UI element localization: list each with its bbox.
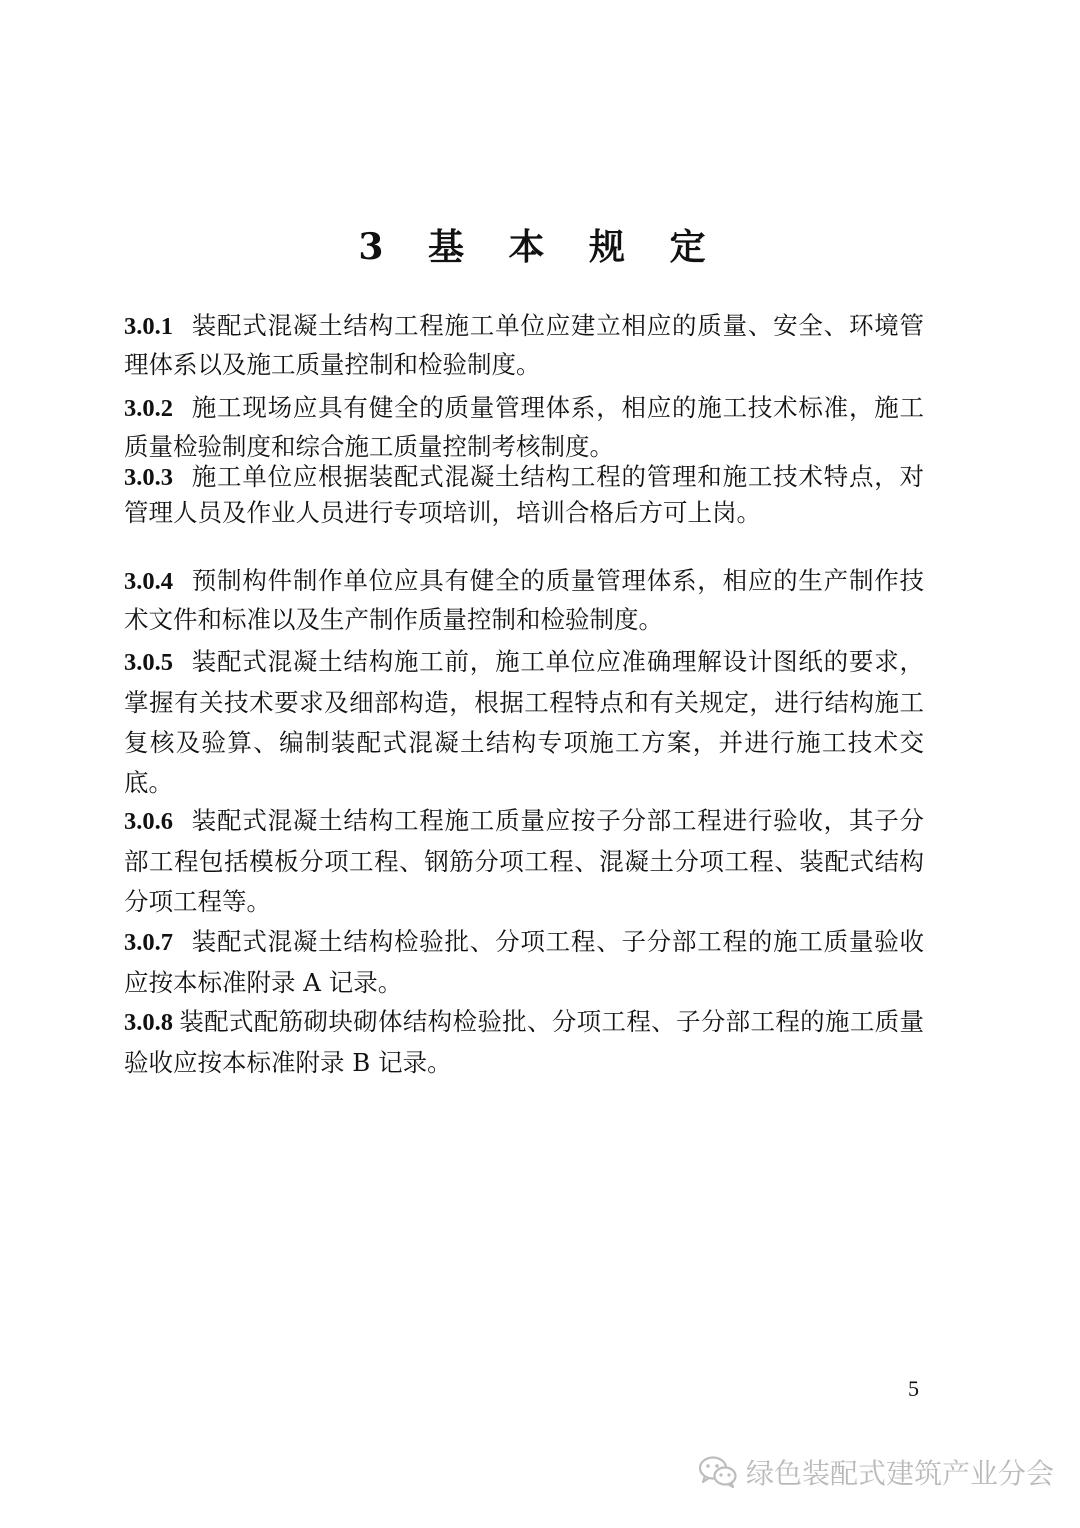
clause-text: 施工单位应根据装配式混凝土结构工程的管理和施工技术特点，对管理人员及作业人员进行专项培训，培训合格后方可上岗。 — [124, 462, 924, 527]
clause-number: 3.0.7 — [124, 929, 173, 956]
clause-3-0-1 — [124, 307, 924, 383]
clause-number: 3.0.2 — [124, 395, 173, 422]
clause-3-0-2 — [124, 389, 924, 465]
wechat-icon — [698, 1455, 738, 1489]
clause-number: 3.0.4 — [124, 568, 173, 595]
clause-3-0-6 — [124, 801, 924, 922]
page-title: 3 基 本 规 定 — [358, 226, 722, 268]
clause-number: 3.0.3 — [124, 464, 173, 491]
clause-text: 装配式配筋砌块砌体结构检验批、分项工程、子分部工程的施工质量验收应按本标准附录 B 记录。 — [124, 1007, 924, 1077]
clause-number: 3.0.8 — [124, 1009, 173, 1036]
watermark-text: 绿色装配式建筑产业分会 — [746, 1457, 1055, 1490]
clause-text: 施工现场应具有健全的质量管理体系，相应的施工技术标准，施工质量检验制度和综合施工质量控制考核制度。 — [124, 393, 924, 461]
watermark — [698, 1452, 1054, 1492]
clause-3-0-5 — [124, 642, 924, 803]
clause-3-0-4 — [124, 562, 924, 638]
page-number: 5 — [908, 1376, 919, 1401]
clause-text: 装配式混凝土结构施工前，施工单位应准确理解设计图纸的要求，掌握有关技术要求及细部构造，根据工程特点和有关规定，进行结构施工复核及验算、编制装配式混凝土结构专项施工方案，并进行施工技术交底。 — [124, 647, 924, 797]
clause-3-0-7 — [124, 922, 924, 1003]
clause-number: 3.0.5 — [124, 649, 173, 676]
clause-number: 3.0.1 — [124, 313, 173, 340]
clause-3-0-3 — [124, 459, 924, 530]
clause-number: 3.0.6 — [124, 808, 173, 835]
clause-text: 预制构件制作单位应具有健全的质量管理体系，相应的生产制作技术文件和标准以及生产制作质量控制和检验制度。 — [124, 566, 924, 634]
clause-text: 装配式混凝土结构工程施工单位应建立相应的质量、安全、环境管理体系以及施工质量控制和检验制度。 — [124, 311, 924, 379]
clause-text: 装配式混凝土结构工程施工质量应按子分部工程进行验收，其子分部工程包括模板分项工程、钢筋分项工程、混凝土分项工程、装配式结构分项工程等。 — [124, 806, 924, 916]
clause-text: 装配式混凝土结构检验批、分项工程、子分部工程的施工质量验收应按本标准附录 A 记录。 — [124, 927, 924, 997]
clause-3-0-8 — [124, 1002, 924, 1083]
